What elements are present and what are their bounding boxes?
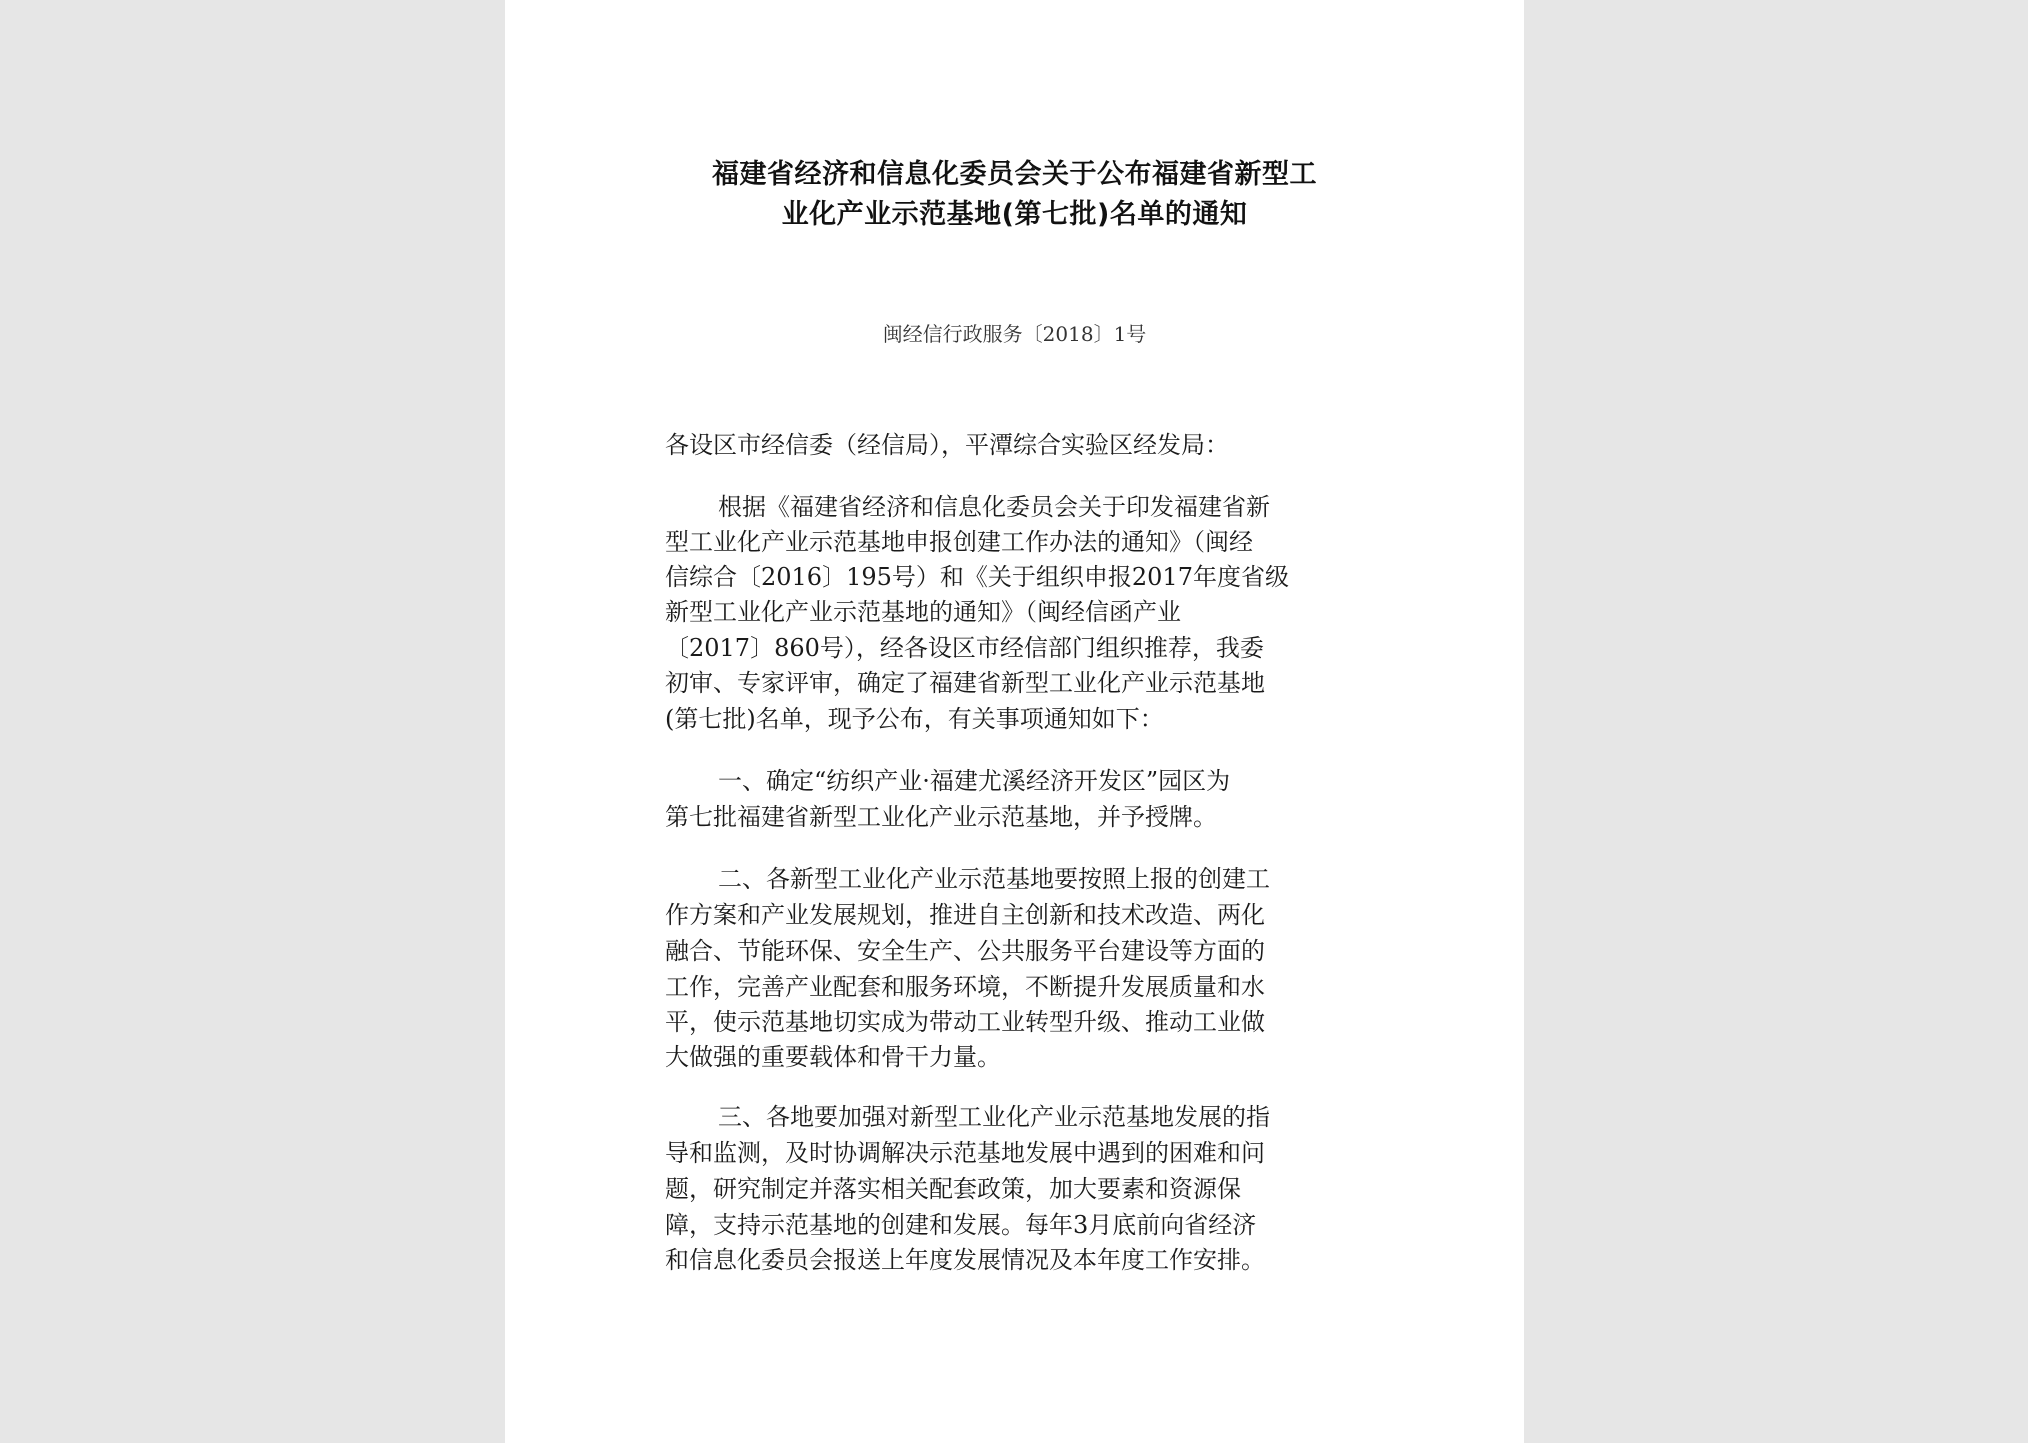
- paragraph-1-line-6: 初审、专家评审，确定了福建省新型工业化产业示范基地: [665, 669, 1265, 697]
- paragraph-3-line-1: 二、各新型工业化产业示范基地要按照上报的创建工: [718, 865, 1270, 893]
- paragraph-3-line-6: 大做强的重要载体和骨干力量。: [665, 1043, 1001, 1071]
- paragraph-4-line-2: 导和监测，及时协调解决示范基地发展中遇到的困难和问: [665, 1139, 1265, 1167]
- paragraph-1-line-1: 根据《福建省经济和信息化委员会关于印发福建省新: [718, 493, 1270, 521]
- paragraph-2-line-2: 第七批福建省新型工业化产业示范基地，并予授牌。: [665, 803, 1217, 831]
- document-page: [505, 0, 1524, 1443]
- salutation: 各设区市经信委（经信局），平潭综合实验区经发局：: [665, 431, 1229, 459]
- document-title-line-1: 福建省经济和信息化委员会关于公布福建省新型工: [712, 159, 1317, 190]
- paragraph-3-line-4: 工作，完善产业配套和服务环境，不断提升发展质量和水: [665, 973, 1265, 1001]
- paragraph-4-line-1: 三、各地要加强对新型工业化产业示范基地发展的指: [718, 1103, 1270, 1131]
- paragraph-3-line-5: 平，使示范基地切实成为带动工业转型升级、推动工业做: [665, 1008, 1265, 1036]
- document-title-line-2: 业化产业示范基地(第七批)名单的通知: [781, 199, 1248, 230]
- paragraph-2-line-1: 一、确定“纺织产业·福建尤溪经济开发区”园区为: [718, 767, 1231, 795]
- paragraph-3-line-3: 融合、节能环保、安全生产、公共服务平台建设等方面的: [665, 937, 1265, 965]
- paragraph-1-line-7: (第七批)名单，现予公布，有关事项通知如下：: [665, 705, 1164, 733]
- paragraph-1-line-5: 〔2017〕860号），经各设区市经信部门组织推荐，我委: [665, 634, 1264, 662]
- paragraph-4-line-4: 障，支持示范基地的创建和发展。每年3月底前向省经济: [665, 1211, 1257, 1239]
- paragraph-4-line-3: 题，研究制定并落实相关配套政策，加大要素和资源保: [665, 1175, 1241, 1203]
- document-number: 闽经信行政服务〔2018〕1号: [882, 322, 1147, 346]
- paragraph-1-line-4: 新型工业化产业示范基地的通知》（闽经信函产业: [665, 598, 1181, 626]
- paragraph-4-line-5: 和信息化委员会报送上年度发展情况及本年度工作安排。: [665, 1246, 1265, 1274]
- paragraph-3-line-2: 作方案和产业发展规划，推进自主创新和技术改造、两化: [665, 901, 1265, 929]
- paragraph-1-line-3: 信综合〔2016〕195号）和《关于组织申报2017年度省级: [665, 563, 1289, 591]
- paragraph-1-line-2: 型工业化产业示范基地申报创建工作办法的通知》（闽经: [665, 528, 1253, 556]
